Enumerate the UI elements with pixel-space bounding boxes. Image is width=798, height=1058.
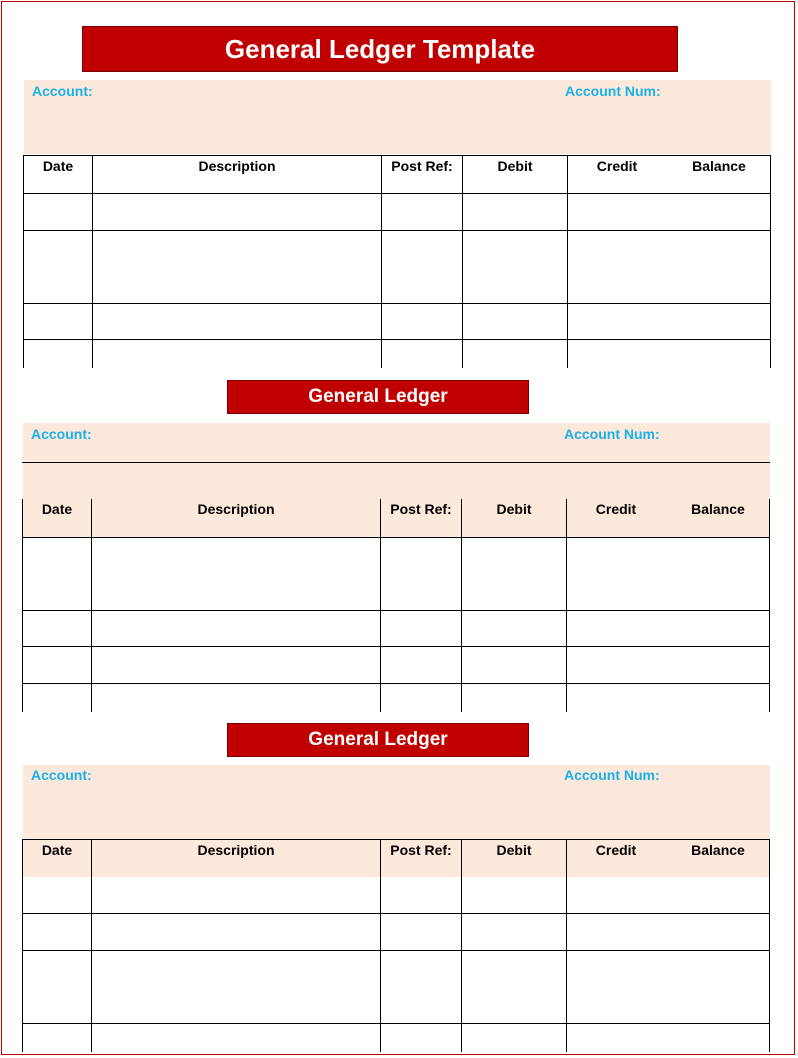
- col-header-debit: Debit: [496, 501, 532, 517]
- col-header-date: Date: [42, 158, 74, 174]
- col-header-post-ref: Post Ref:: [390, 842, 452, 858]
- col-header-description: Description: [197, 501, 275, 517]
- col-header-date: Date: [41, 842, 73, 858]
- grid-line: [380, 499, 381, 712]
- grid-line: [769, 499, 770, 712]
- page-title: General Ledger Template: [82, 26, 678, 72]
- account-label: Account:: [31, 426, 92, 442]
- grid-line: [91, 839, 92, 1052]
- col-header-credit: Credit: [596, 158, 638, 174]
- account-num-label: Account Num:: [565, 83, 661, 99]
- grid-line: [769, 839, 770, 1052]
- grid-line: [22, 839, 23, 1052]
- col-header-description: Description: [197, 842, 275, 858]
- grid-line: [380, 839, 381, 1052]
- section-2-title: General Ledger: [227, 380, 529, 414]
- col-header-debit: Debit: [497, 158, 533, 174]
- grid-line: [22, 839, 770, 840]
- grid-line: [22, 462, 770, 463]
- account-label: Account:: [31, 767, 92, 783]
- col-header-credit: Credit: [595, 501, 637, 517]
- grid-line: [22, 1023, 770, 1024]
- grid-line: [91, 499, 92, 712]
- col-header-balance: Balance: [691, 501, 745, 517]
- col-header-post-ref: Post Ref:: [391, 158, 453, 174]
- grid-line: [23, 339, 771, 340]
- col-header-debit: Debit: [496, 842, 532, 858]
- grid-line: [381, 155, 382, 368]
- grid-line: [22, 950, 770, 951]
- grid-line: [23, 230, 771, 231]
- grid-line: [461, 499, 462, 712]
- grid-line: [566, 839, 567, 1052]
- section-3-title: General Ledger: [227, 723, 529, 757]
- grid-line: [22, 646, 770, 647]
- grid-line: [22, 913, 770, 914]
- grid-line: [22, 683, 770, 684]
- col-header-balance: Balance: [691, 842, 745, 858]
- grid-line: [461, 839, 462, 1052]
- grid-line: [22, 499, 23, 712]
- grid-line: [92, 155, 93, 368]
- col-header-post-ref: Post Ref:: [390, 501, 452, 517]
- grid-line: [770, 155, 771, 368]
- account-label: Account:: [32, 83, 93, 99]
- col-header-description: Description: [198, 158, 276, 174]
- header-band: [23, 463, 770, 537]
- col-header-balance: Balance: [692, 158, 746, 174]
- grid-line: [22, 610, 770, 611]
- grid-line: [22, 537, 770, 538]
- grid-line: [23, 303, 771, 304]
- grid-line: [23, 155, 24, 368]
- col-header-date: Date: [41, 501, 73, 517]
- account-num-label: Account Num:: [564, 767, 660, 783]
- grid-line: [567, 155, 568, 368]
- grid-line: [566, 499, 567, 712]
- grid-line: [23, 193, 771, 194]
- grid-line: [462, 155, 463, 368]
- grid-line: [23, 155, 771, 156]
- col-header-credit: Credit: [595, 842, 637, 858]
- account-num-label: Account Num:: [564, 426, 660, 442]
